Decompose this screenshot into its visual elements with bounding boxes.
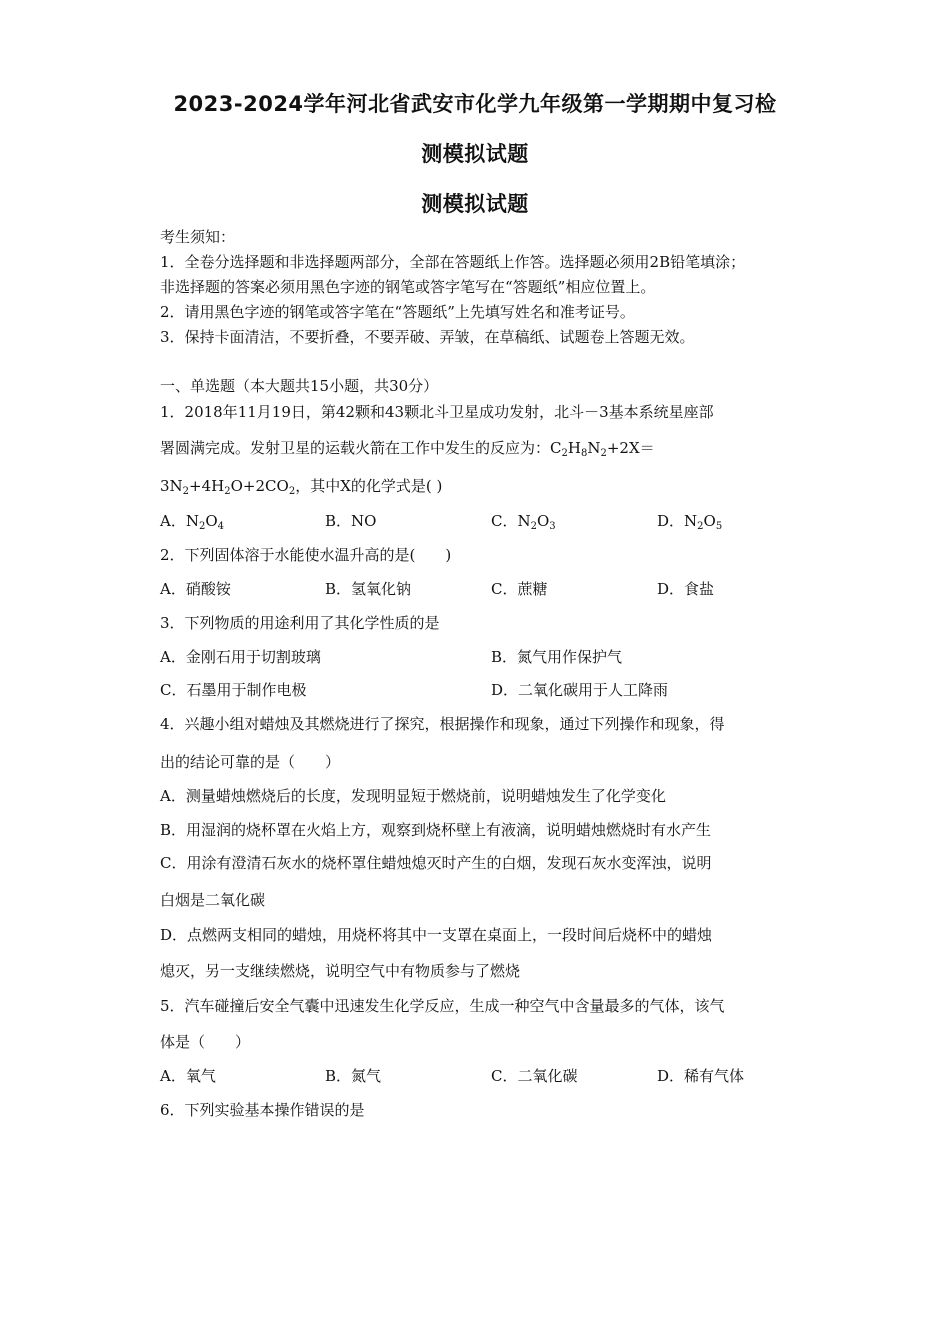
q5-option-b: B．氮气 [325, 1067, 382, 1085]
notice-item-3: 3．保持卡面清洁，不要折叠，不要弄破、弄皱，在草稿纸、试题卷上答题无效。 [160, 328, 695, 346]
q5-option-a: A．氧气 [160, 1067, 216, 1085]
q6-stem: 6．下列实验基本操作错误的是 [160, 1101, 365, 1119]
q4-option-d-line1: D．点燃两支相同的蜡烛，用烧杯将其中一支罩在桌面上，一段时间后烧杯中的蜡烛 [160, 926, 713, 944]
q4-stem-line2: 出的结论可靠的是（ ） [160, 753, 341, 771]
exam-title-line1: 2023-2024学年河北省武安市化学九年级第一学期期中复习检 [173, 92, 777, 116]
q4-option-a: A．测量蜡烛燃烧后的长度，发现明显短于燃烧前，说明蜡烛发生了化学变化 [160, 787, 666, 805]
q5-stem-line2: 体是（ ） [160, 1033, 251, 1051]
exam-title-line2: 测模拟试题 [421, 142, 529, 166]
q1-stem-line2-text: 署圆满完成。发射卫星的运载火箭在工作中发生的反应为： [160, 439, 551, 457]
q1-option-d: D．$N_2O_5$ [657, 512, 723, 532]
q2-stem: 2．下列固体溶于水能使水温升高的是( ) [160, 546, 452, 564]
q4-option-b: B．用湿润的烧杯罩在火焰上方，观察到烧杯壁上有液滴，说明蜡烛燃烧时有水产生 [160, 821, 712, 839]
q2-option-c: C．蔗糖 [491, 580, 548, 598]
q1-option-c: C．$N_2O_3$ [491, 512, 556, 532]
notice-heading: 考生须知： [160, 228, 236, 246]
q5-option-d: D．稀有气体 [657, 1067, 745, 1085]
q2-option-b: B．氢氧化钠 [325, 580, 412, 598]
q3-option-b: B．氮气用作保护气 [491, 648, 623, 666]
q3-stem: 3．下列物质的用途利用了其化学性质的是 [160, 614, 440, 632]
q1-stem-line2 [160, 438, 655, 464]
q2-option-a: A．硝酸铵 [160, 580, 231, 598]
notice-item-1a: 1．全卷分选择题和非选择题两部分，全部在答题纸上作答。选择题必须用2B铅笔填涂； [160, 253, 746, 271]
q4-stem-line1: 4．兴趣小组对蜡烛及其燃烧进行了探究，根据操作和现象，通过下列操作和现象，得 [160, 715, 725, 733]
q5-stem-line1: 5．汽车碰撞后安全气囊中迅速发生化学反应，生成一种空气中含量最多的气体，该气 [160, 997, 725, 1015]
q1-stem-line3: $3N_2+4H_2O+2CO_2$，其中X的化学式是( ) [160, 477, 443, 497]
q1-formula: $C_2H_8N_2+2X=$ [550, 439, 655, 459]
q1-stem-line1: 1．2018年11月19日，第42颗和43颗北斗卫星成功发射，北斗－3基本系统星座部 [160, 403, 714, 421]
exam-title-line3: 测模拟试题 [421, 192, 529, 216]
q3-option-d: D．二氧化碳用于人工降雨 [491, 681, 669, 699]
q4-option-c-line2: 白烟是二氧化碳 [160, 891, 266, 909]
notice-item-1b: 非选择题的答案必须用黑色字迹的钢笔或答字笔写在“答题纸”相应位置上。 [160, 278, 656, 296]
q3-option-a: A．金刚石用于切割玻璃 [160, 648, 321, 666]
notice-item-2: 2．请用黑色字迹的钢笔或答字笔在“答题纸”上先填写姓名和准考证号。 [160, 303, 635, 321]
q5-option-c: C．二氧化碳 [491, 1067, 578, 1085]
q2-option-d: D．食盐 [657, 580, 715, 598]
section-heading: 一、单选题（本大题共15小题，共30分） [160, 377, 439, 395]
q1-option-a: A．$N_2O_4$ [160, 512, 225, 532]
q1-option-b: B．NO [325, 512, 377, 530]
q3-option-c: C．石墨用于制作电极 [160, 681, 307, 699]
q4-option-d-line2: 熄灭，另一支继续燃烧，说明空气中有物质参与了燃烧 [160, 962, 521, 980]
q4-option-c-line1: C．用涂有澄清石灰水的烧杯罩住蜡烛熄灭时产生的白烟，发现石灰水变浑浊，说明 [160, 854, 712, 872]
